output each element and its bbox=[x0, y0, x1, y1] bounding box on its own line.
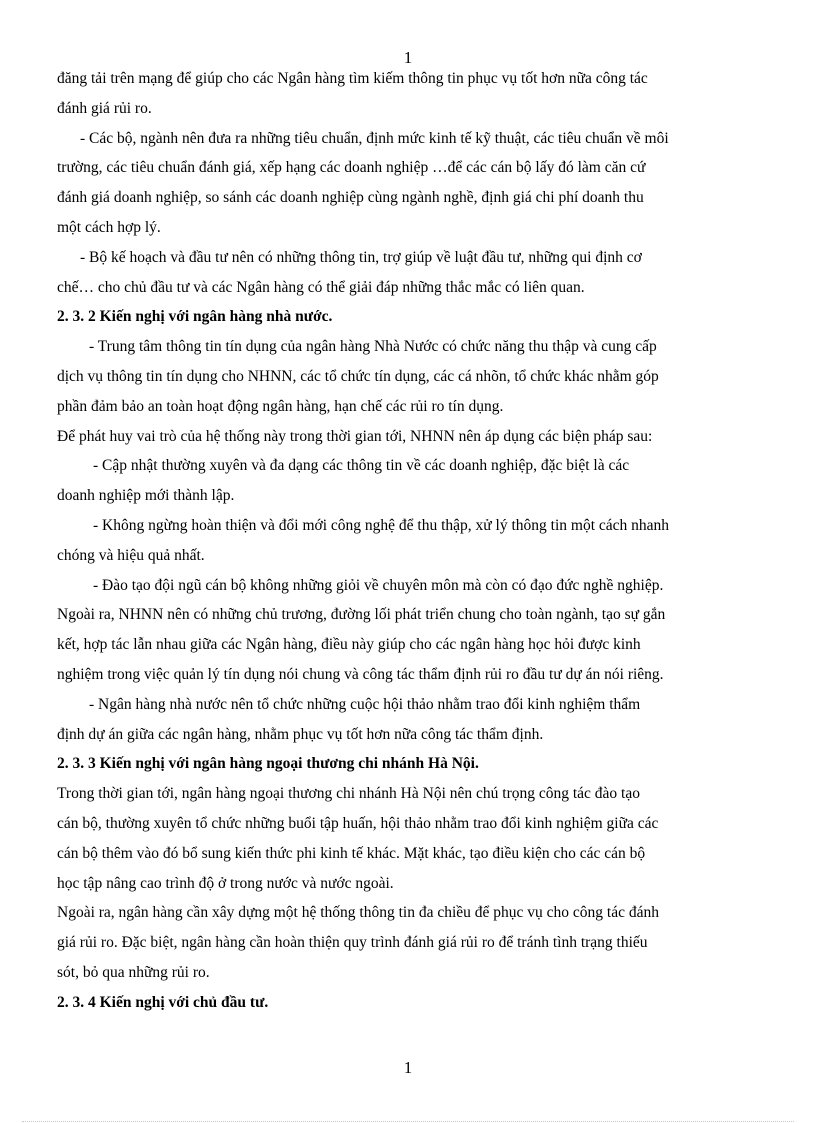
text-line: chế… cho chủ đầu tư và các Ngân hàng có thể giải đáp những thắc mắc có liên quan. bbox=[57, 278, 585, 296]
text-line: dịch vụ thông tin tín dụng cho NHNN, các tổ chức tín dụng, các cá nhõn, tổ chức khác nhằm góp bbox=[57, 367, 659, 385]
text-line: Trong thời gian tới, ngân hàng ngoại thương chi nhánh Hà Nội nên chú trọng công tác đào tạo bbox=[57, 785, 640, 803]
text-line: - Ngân hàng nhà nước nên tổ chức những cuộc hội thảo nhằm trao đổi kinh nghiệm thẩm bbox=[89, 695, 641, 713]
text-line: một cách hợp lý. bbox=[57, 218, 161, 236]
section-heading: 2. 3. 2 Kiến nghị với ngân hàng nhà nước. bbox=[57, 308, 333, 326]
text-line: - Đào tạo đội ngũ cán bộ không những giỏi về chuyên môn mà còn có đạo đức nghề nghiệp. bbox=[93, 576, 664, 594]
page-bottom-divider bbox=[22, 1121, 794, 1122]
page-number-top: 1 bbox=[403, 48, 413, 67]
text-line: nghiệm trong việc quản lý tín dụng nói chung và công tác thẩm định rủi ro đầu tư dự án nói riêng. bbox=[57, 665, 664, 683]
text-line: Ngoài ra, NHNN nên có những chủ trương, đường lối phát triển chung cho toàn ngành, tạo sự gắn bbox=[57, 606, 666, 624]
text-line: - Không ngừng hoàn thiện và đổi mới công nghệ để thu thập, xử lý thông tin một cách nhanh bbox=[93, 516, 670, 534]
text-line: - Bộ kế hoạch và đầu tư nên có những thông tin, trợ giúp về luật đầu tư, những qui định cơ bbox=[80, 248, 642, 266]
text-line: - Cập nhật thường xuyên và đa dạng các thông tin về các doanh nghiệp, đặc biệt là các bbox=[93, 457, 630, 475]
text-line: trường, các tiêu chuẩn đánh giá, xếp hạng các doanh nghiệp …để các cán bộ lấy đó làm căn cứ bbox=[57, 159, 646, 177]
text-line: Ngoài ra, ngân hàng cần xây dựng một hệ thống thông tin đa chiều để phục vụ cho công tác đánh bbox=[57, 904, 659, 922]
text-line: cán bộ thêm vào đó bổ sung kiến thức phi kinh tế khác. Mặt khác, tạo điều kiện cho các cán bộ bbox=[57, 844, 646, 862]
text-line: kết, hợp tác lẫn nhau giữa các Ngân hàng, điều này giúp cho các ngân hàng học hỏi được kinh bbox=[57, 636, 641, 654]
text-line: đánh giá doanh nghiệp, so sánh các doanh nghiệp cùng ngành nghề, định giá chi phí doanh thu bbox=[57, 189, 644, 207]
text-line: định dự án giữa các ngân hàng, nhằm phục vụ tốt hơn nữa công tác thẩm định. bbox=[57, 725, 544, 743]
text-line: phần đảm bảo an toàn hoạt động ngân hàng, hạn chế các rủi ro tín dụng. bbox=[57, 397, 504, 415]
text-line: cán bộ, thường xuyên tổ chức những buổi tập huấn, hội thảo nhằm trao đổi kinh nghiệm giữa các bbox=[57, 814, 659, 832]
text-line: sót, bỏ qua những rủi ro. bbox=[57, 963, 210, 981]
text-line: học tập nâng cao trình độ ở trong nước và nước ngoài. bbox=[57, 874, 394, 892]
text-line: - Các bộ, ngành nên đưa ra những tiêu chuẩn, định mức kinh tế kỹ thuật, các tiêu chuẩn về môi bbox=[80, 129, 669, 147]
text-line: - Trung tâm thông tin tín dụng của ngân hàng Nhà Nước có chức năng thu thập và cung cấp bbox=[89, 338, 657, 356]
text-line: doanh nghiệp mới thành lập. bbox=[57, 487, 235, 505]
page-number-bottom: 1 bbox=[403, 1058, 413, 1077]
text-line: giá rủi ro. Đặc biệt, ngân hàng cần hoàn thiện quy trình đánh giá rủi ro để tránh tình trạng thiếu bbox=[57, 934, 648, 952]
text-line: đánh giá rủi ro. bbox=[57, 99, 152, 117]
text-line: Để phát huy vai trò của hệ thống này trong thời gian tới, NHNN nên áp dụng các biện pháp sau: bbox=[57, 427, 653, 445]
text-line: chóng và hiệu quả nhất. bbox=[57, 546, 205, 564]
text-line: đăng tải trên mạng để giúp cho các Ngân hàng tìm kiếm thông tin phục vụ tốt hơn nữa công tác bbox=[57, 70, 648, 87]
section-heading: 2. 3. 3 Kiến nghị với ngân hàng ngoại thương chi nhánh Hà Nội. bbox=[57, 755, 479, 773]
section-heading: 2. 3. 4 Kiến nghị với chủ đầu tư. bbox=[57, 993, 269, 1011]
document-body bbox=[57, 64, 762, 1018]
